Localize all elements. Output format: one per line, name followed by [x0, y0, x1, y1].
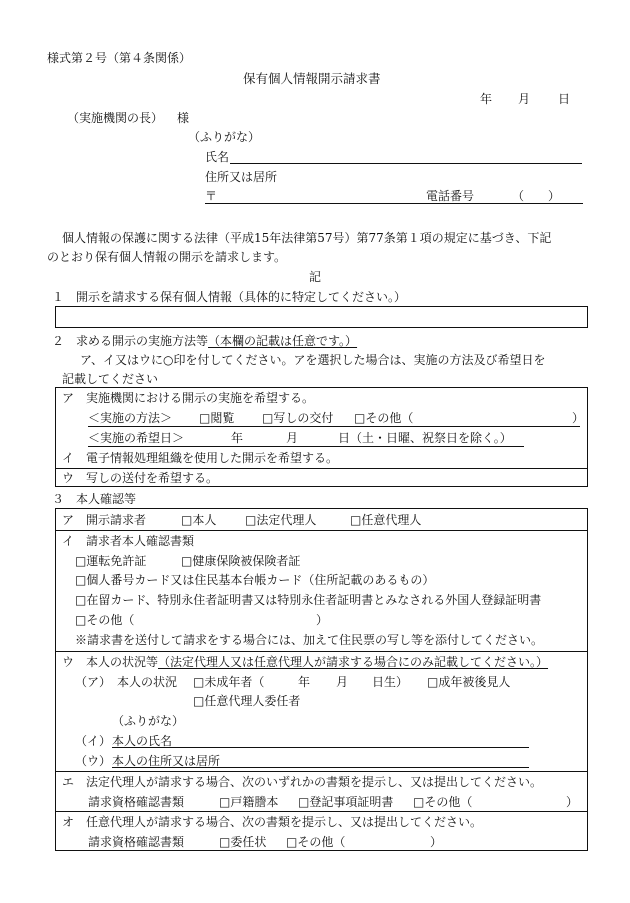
- date-month-label: 月: [286, 431, 299, 445]
- doc-other-close: ）: [316, 613, 329, 627]
- requester-voluntary-checkbox[interactable]: □任意代理人: [350, 513, 422, 527]
- principal-name-marker: （イ）: [75, 734, 112, 748]
- header-month-label: 月: [518, 92, 531, 106]
- requester-self-checkbox[interactable]: □本人: [181, 513, 217, 527]
- method-copy-checkbox[interactable]: □写しの交付: [262, 411, 334, 425]
- method-other-checkbox[interactable]: □その他（: [354, 411, 414, 425]
- principal-status-label: （ア） 本人の状況: [75, 675, 178, 689]
- addressee-honorific: 様: [177, 111, 190, 125]
- section2-instruction2: 記載してください: [62, 372, 159, 386]
- doc-license-checkbox[interactable]: □運転免許証: [75, 554, 147, 568]
- principal-furigana: （ふりがな）: [112, 714, 185, 728]
- date-year-label: 年: [231, 431, 244, 445]
- section3-divider-u: [55, 771, 588, 772]
- section2-divider: [55, 468, 588, 469]
- method-label: ＜実施の方法＞: [88, 411, 173, 425]
- requester-legal-checkbox[interactable]: □法定代理人: [245, 513, 317, 527]
- requester-phone-label: 電話番号: [426, 189, 475, 203]
- doc-insurance-checkbox[interactable]: □健康保険被保険者証: [181, 554, 301, 568]
- requester-furigana: （ふりがな）: [188, 130, 261, 144]
- method-view-checkbox[interactable]: □閲覧: [199, 411, 235, 425]
- id-docs-title: イ 請求者本人確認書類: [62, 534, 195, 548]
- legal-rep-doc-label: 請求資格確認書類: [88, 795, 185, 809]
- form-title: 保有個人情報開示請求書: [243, 71, 381, 86]
- section2-title-note: （本欄の記載は任意です。）: [208, 334, 358, 348]
- principal-delegator-checkbox[interactable]: □任意代理人委任者: [193, 694, 301, 708]
- requester-name-line[interactable]: [230, 163, 582, 164]
- principal-minor-born: 日生）: [372, 675, 409, 689]
- voluntary-rep-other-close: ）: [430, 835, 443, 849]
- section2-instruction1: ア、イ又はウに○印を付してください。アを選択した場合は、実施の方法及び希望日を: [80, 353, 546, 367]
- principal-address-label: 本人の住所又は居所: [112, 754, 221, 768]
- ki-label: 記: [309, 270, 322, 284]
- principal-name-label: 本人の氏名: [112, 734, 173, 748]
- section2-option-i[interactable]: イ 電子情報処理組織を使用した開示を希望する。: [62, 451, 339, 465]
- section3-title: ３ 本人確認等: [52, 492, 137, 506]
- requester-phone-paren: （ ）: [512, 189, 561, 203]
- legal-rep-title: エ 法定代理人が請求する場合、次のいずれかの書類を提示し、又は提出してください。: [62, 775, 543, 789]
- header-year-label: 年: [480, 92, 493, 106]
- principal-name-line[interactable]: [112, 747, 529, 748]
- form-number: 様式第２号（第４条関係）: [47, 51, 192, 65]
- requester-postal-mark: 〒: [205, 189, 218, 203]
- section1-input-box[interactable]: [55, 306, 588, 328]
- intro-line1: 個人情報の保護に関する法律（平成15年法律第57号）第77条第１項の規定に基づき、下記: [62, 231, 552, 245]
- section3-divider-a: [55, 530, 588, 531]
- doc-note: ※請求書を送付して請求をする場合には、加えて住民票の写し等を添付してください。: [75, 633, 544, 647]
- legal-rep-family-checkbox[interactable]: □戸籍謄本: [219, 795, 279, 809]
- requester-type-label: ア 開示請求者: [62, 513, 147, 527]
- doc-mynumber-checkbox[interactable]: □個人番号カード又は住民基本台帳カード（住所記載のあるもの）: [75, 573, 435, 587]
- section2-option-u[interactable]: ウ 写しの送付を希望する。: [62, 471, 219, 485]
- principal-status-title: [62, 656, 548, 668]
- voluntary-rep-title: オ 任意代理人が請求する場合、次の書類を提示し、又は提出してください。: [62, 815, 483, 829]
- method-underline: [88, 426, 580, 427]
- voluntary-rep-doc-label: 請求資格確認書類: [88, 835, 185, 849]
- section3-divider-e: [55, 811, 588, 812]
- requester-address-label: 住所又は居所: [205, 170, 278, 184]
- doc-other-checkbox[interactable]: □その他（: [75, 613, 135, 627]
- voluntary-rep-other-checkbox[interactable]: □その他（: [286, 835, 346, 849]
- principal-address-line[interactable]: [112, 767, 529, 768]
- addressee-chief: （実施機関の長）: [67, 111, 164, 125]
- date-underline: [88, 446, 524, 447]
- section3-divider-i: [55, 651, 588, 652]
- doc-residence-checkbox[interactable]: □在留カード、特別永住者証明書又は特別永住者証明書とみなされる外国人登録証明書: [75, 593, 542, 607]
- principal-minor-month: 月: [336, 675, 349, 689]
- intro-line2: のとおり保有個人情報の開示を請求します。: [47, 250, 287, 264]
- date-label: ＜実施の希望日＞: [88, 431, 185, 445]
- method-other-close: ）: [572, 411, 585, 425]
- principal-status-note: （法定代理人又は任意代理人が請求する場合にのみ記載してください。）: [158, 655, 549, 669]
- requester-name-label: 氏名: [205, 150, 230, 164]
- date-day-label: 日（土・日曜、祝祭日を除く。）: [338, 431, 512, 445]
- legal-rep-registry-checkbox[interactable]: □登記事項証明書: [298, 795, 394, 809]
- legal-rep-other-close: ）: [566, 795, 579, 809]
- principal-minor-year: 年: [298, 675, 311, 689]
- legal-rep-other-checkbox[interactable]: □その他（: [413, 795, 473, 809]
- requester-address-line[interactable]: [205, 203, 583, 204]
- section2-title-prefix: ２ 求める開示の実施方法等: [52, 334, 209, 348]
- principal-status-prefix: ウ 本人の状況等: [62, 655, 159, 669]
- header-day-label: 日: [558, 92, 571, 106]
- voluntary-rep-proxy-checkbox[interactable]: □委任状: [219, 835, 267, 849]
- principal-adult-ward-checkbox[interactable]: □成年被後見人: [427, 675, 511, 689]
- principal-minor-checkbox[interactable]: □未成年者（: [193, 675, 265, 689]
- section1-title: １ 開示を請求する保有個人情報（具体的に特定してください。）: [52, 290, 407, 304]
- section2-option-a[interactable]: ア 実施機関における開示の実施を希望する。: [62, 391, 315, 405]
- principal-address-marker: （ウ）: [75, 754, 112, 768]
- section2-title: [52, 335, 357, 347]
